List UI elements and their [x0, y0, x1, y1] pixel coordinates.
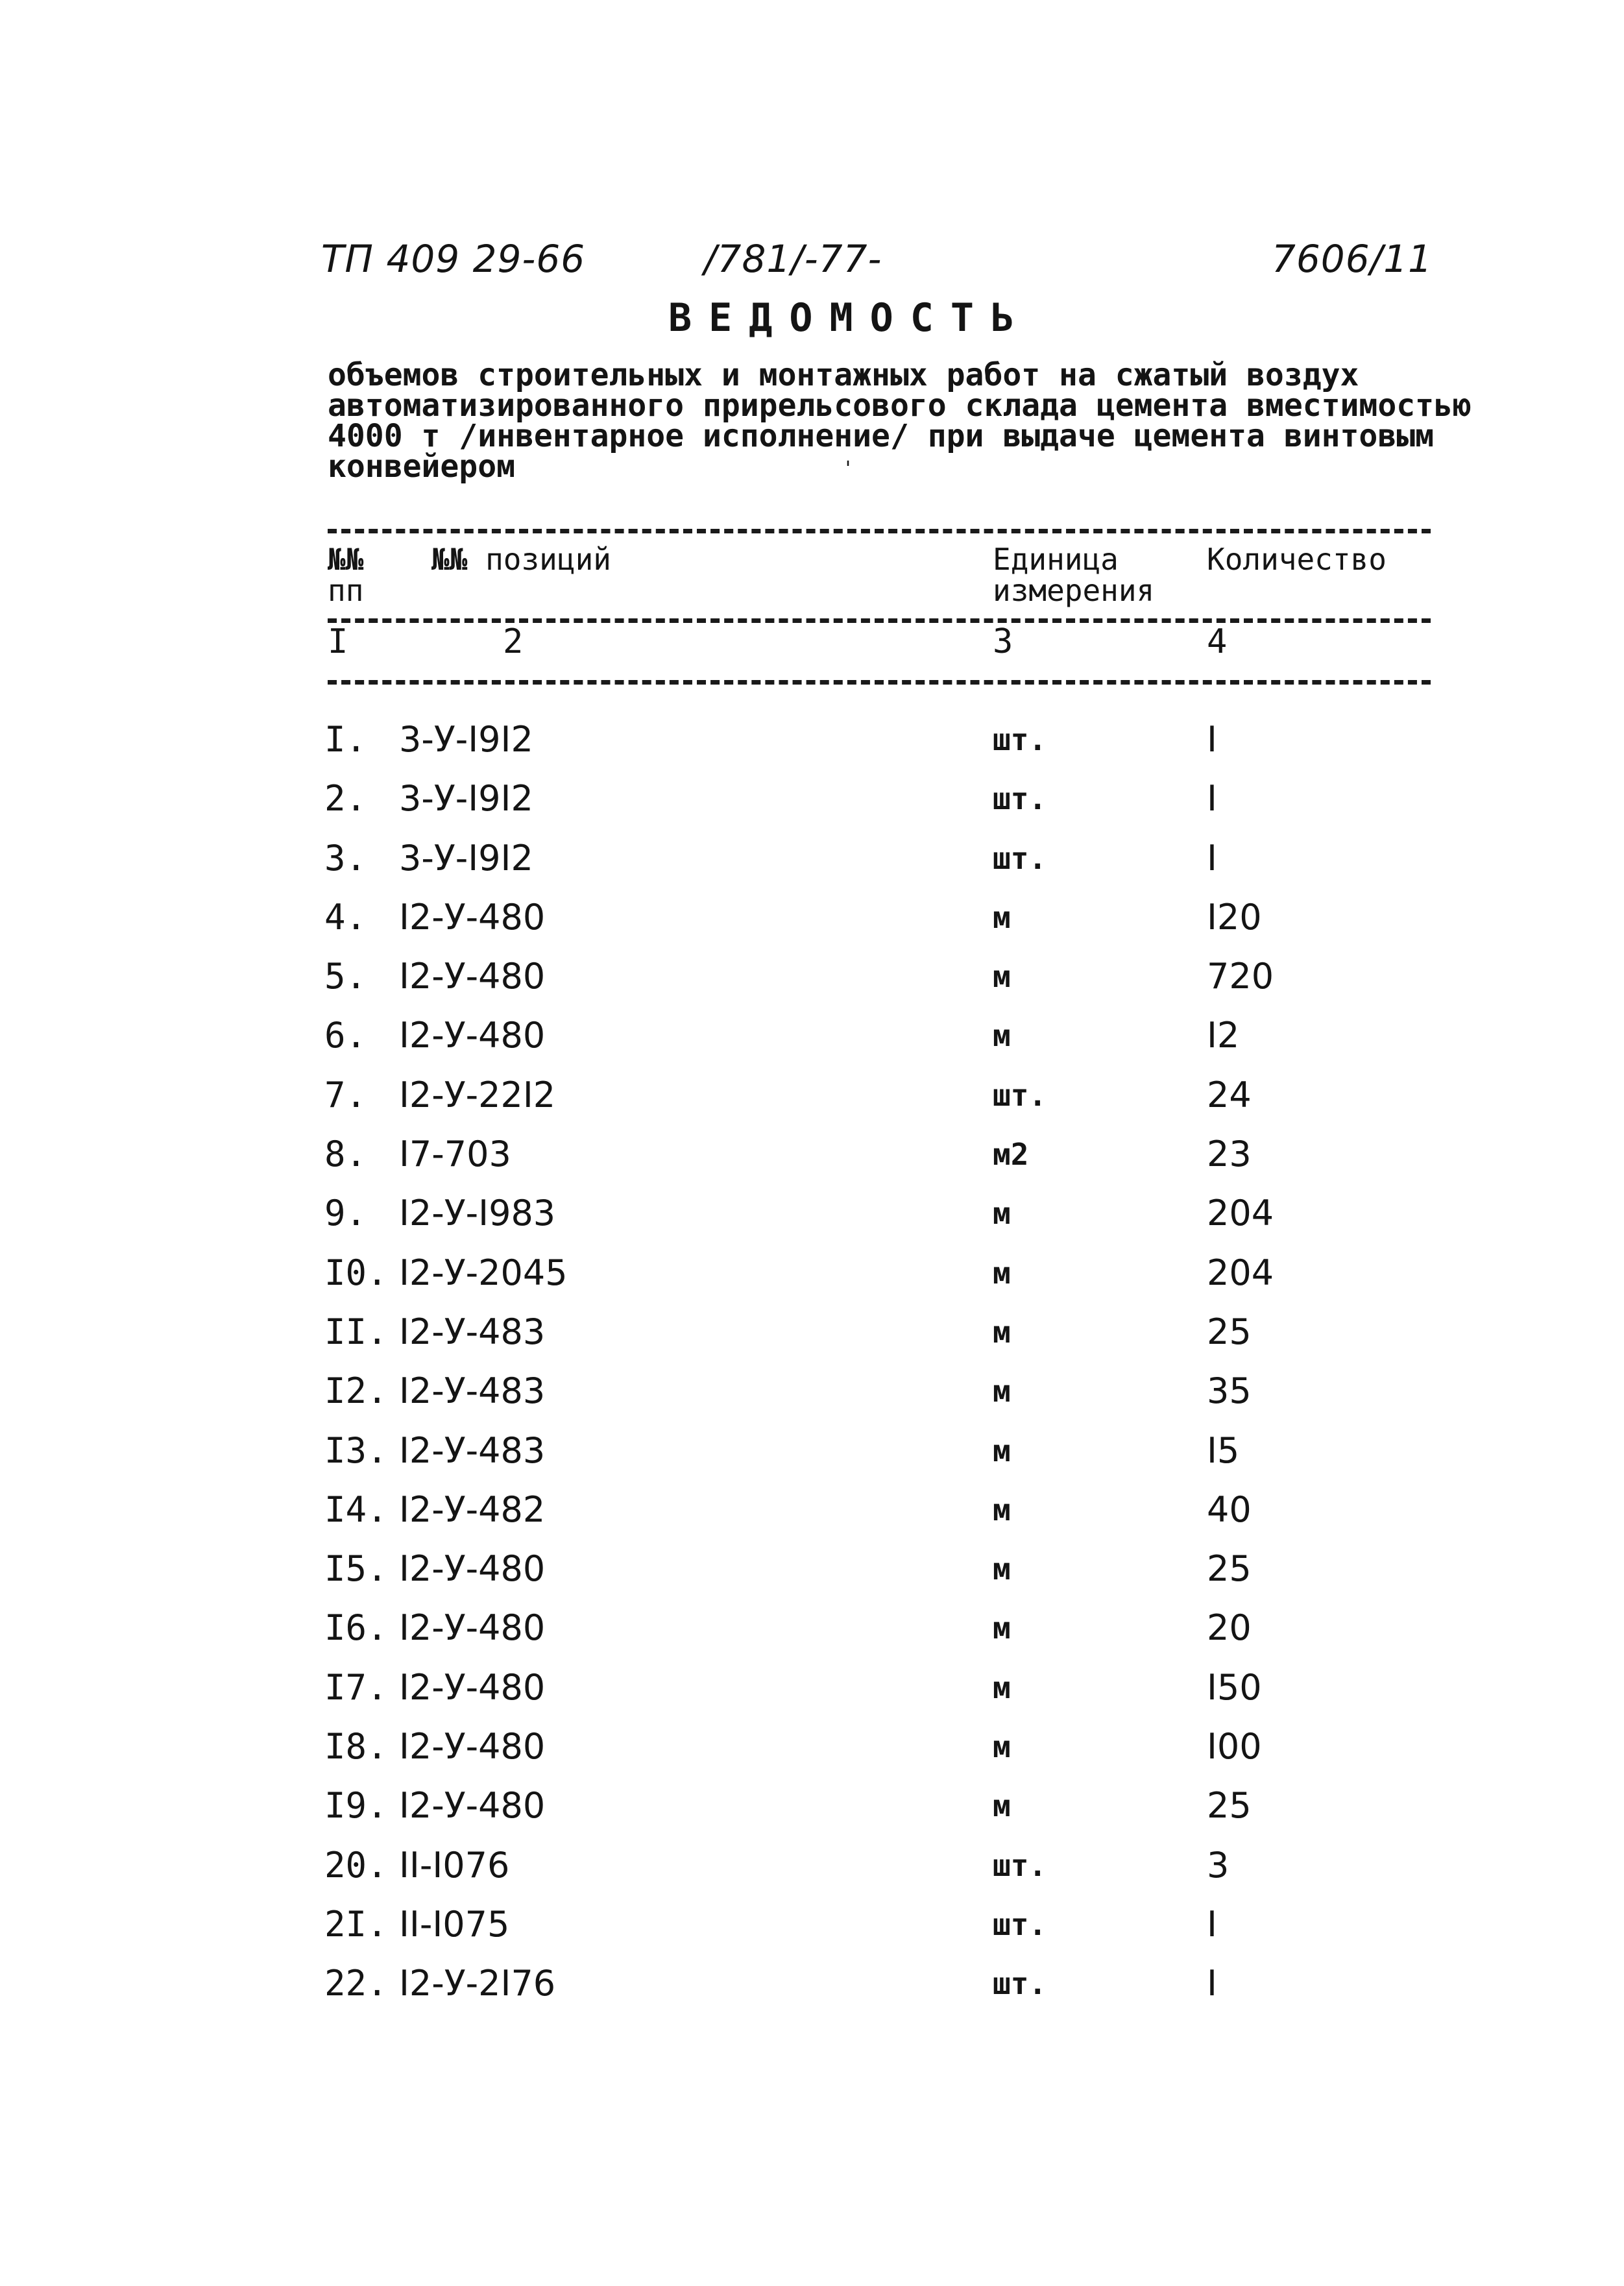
quantity-cell: 204	[1207, 1252, 1274, 1293]
quantity-cell: I2	[1207, 1015, 1240, 1056]
position-code: I2-У-480	[399, 1666, 546, 1708]
row-number: I0.	[324, 1252, 388, 1293]
subtitle-line: автоматизированного прирельсового склада цемента вместимостью	[328, 387, 1472, 424]
table-row	[0, 773, 1624, 832]
unit-cell: шт.	[993, 722, 1047, 757]
column-number-4: 4	[1207, 622, 1228, 661]
table-row	[0, 1840, 1624, 1899]
header-position-prefix: №№	[431, 542, 468, 577]
column-number-2: 2	[503, 622, 524, 661]
row-number: 20.	[324, 1844, 388, 1886]
position-code: I2-У-I983	[399, 1193, 556, 1234]
row-number: 7.	[324, 1074, 367, 1115]
subtitle-line: объемов строительных и монтажных работ на сжатый воздух	[328, 357, 1359, 393]
row-number: 2I.	[324, 1903, 388, 1945]
unit-cell: шт.	[993, 1847, 1047, 1883]
quantity-cell: 25	[1207, 1785, 1252, 1827]
quantity-cell: 40	[1207, 1489, 1252, 1530]
position-code: I2-У-480	[399, 1548, 546, 1590]
header-unit-line2: измерения	[993, 573, 1155, 608]
header-position	[431, 544, 611, 575]
document-subtitle	[328, 357, 1483, 485]
position-code: I2-У-480	[399, 1785, 546, 1827]
table-row	[0, 1958, 1624, 2017]
unit-cell: шт.	[993, 1906, 1047, 1942]
position-code: II-I076	[399, 1844, 510, 1886]
column-number-1: I	[328, 622, 348, 661]
table-body	[0, 714, 1624, 2017]
quantity-cell: I5	[1207, 1429, 1240, 1471]
table-row	[0, 833, 1624, 892]
unit-cell: м	[993, 959, 1011, 995]
unit-cell: м	[993, 1374, 1011, 1409]
unit-cell: шт.	[993, 1966, 1047, 2002]
unit-cell: м	[993, 1255, 1011, 1291]
unit-cell: м	[993, 1788, 1011, 1824]
column-number-3: 3	[993, 622, 1013, 661]
unit-cell: м	[993, 1551, 1011, 1587]
quantity-cell: I50	[1207, 1666, 1262, 1708]
position-code: II-I075	[399, 1903, 510, 1945]
unit-cell: м	[993, 1314, 1011, 1350]
position-code: I7-703	[399, 1134, 511, 1175]
quantity-cell: I	[1207, 1963, 1217, 2004]
position-code: I2-У-22I2	[399, 1074, 556, 1115]
header-row-number-line1: №№	[328, 542, 364, 577]
row-number: 2.	[324, 778, 367, 820]
quantity-cell: I	[1207, 837, 1217, 879]
row-number: 22.	[324, 1963, 388, 2004]
inventory-number: 7606/11	[1272, 237, 1433, 281]
quantity-cell: 3	[1207, 1844, 1230, 1886]
quantity-cell: 20	[1207, 1607, 1252, 1649]
header-unit-line1: Единица	[993, 542, 1119, 577]
row-number: I6.	[324, 1607, 388, 1649]
row-number: 3.	[324, 837, 367, 879]
table-row	[0, 714, 1624, 773]
position-code: I2-У-480	[399, 1607, 546, 1649]
unit-cell: м	[993, 1729, 1011, 1765]
table-row	[0, 1128, 1624, 1187]
position-code: I2-У-480	[399, 1726, 546, 1768]
row-number: I4.	[324, 1489, 388, 1530]
quantity-cell: I	[1207, 1903, 1217, 1945]
stray-mark: '	[842, 457, 854, 480]
row-number: I8.	[324, 1726, 388, 1768]
position-code: I2-У-480	[399, 956, 546, 997]
table-row	[0, 1306, 1624, 1365]
quantity-cell: 204	[1207, 1193, 1274, 1234]
header-divider-rule	[328, 618, 1431, 623]
position-code: I2-У-480	[399, 896, 546, 938]
unit-cell: м	[993, 1492, 1011, 1527]
row-number: I.	[324, 719, 367, 760]
header-quantity: Количество	[1207, 542, 1387, 577]
unit-cell: м	[993, 1433, 1011, 1468]
unit-cell: м	[993, 899, 1011, 935]
table-row	[0, 1780, 1624, 1839]
position-code: I2-У-2045	[399, 1252, 568, 1293]
row-number: I7.	[324, 1666, 388, 1708]
row-number: 9.	[324, 1193, 367, 1234]
row-number: 8.	[324, 1134, 367, 1175]
quantity-cell: I	[1207, 778, 1217, 820]
unit-cell: м	[993, 1196, 1011, 1232]
position-code: I2-У-482	[399, 1489, 546, 1530]
quantity-cell: 720	[1207, 956, 1274, 997]
row-number: I2.	[324, 1370, 388, 1412]
unit-cell: м2	[993, 1137, 1029, 1173]
table-top-rule	[328, 529, 1431, 533]
table-body-rule	[328, 680, 1431, 685]
position-code: I2-У-2I76	[399, 1963, 556, 2004]
table-row	[0, 1069, 1624, 1128]
document-title: ВЕДОМОСТЬ	[668, 295, 1032, 341]
unit-cell: шт.	[993, 1077, 1047, 1113]
table-row	[0, 1899, 1624, 1958]
position-code: 3-У-I9I2	[399, 837, 533, 879]
position-code: 3-У-I9I2	[399, 778, 533, 820]
header-position-label: позиций	[485, 542, 611, 577]
sheet-reference: /781/-77-	[704, 237, 882, 281]
table-row	[0, 1721, 1624, 1780]
quantity-cell: 35	[1207, 1370, 1252, 1412]
quantity-cell: 23	[1207, 1134, 1252, 1175]
table-row	[0, 1365, 1624, 1424]
table-row	[0, 1010, 1624, 1069]
position-code: I2-У-480	[399, 1015, 546, 1056]
quantity-cell: 25	[1207, 1548, 1252, 1590]
unit-cell: м	[993, 1611, 1011, 1646]
unit-cell: м	[993, 1670, 1011, 1705]
subtitle-line: 4000 т /инвентарное исполнение/ при выдаче цемента винтовым	[328, 418, 1435, 454]
row-number: I9.	[324, 1785, 388, 1827]
quantity-cell: 25	[1207, 1311, 1252, 1352]
position-code: 3-У-I9I2	[399, 719, 533, 760]
row-number: I3.	[324, 1429, 388, 1471]
row-number: 4.	[324, 896, 367, 938]
unit-cell: шт.	[993, 781, 1047, 817]
row-number: 5.	[324, 956, 367, 997]
position-code: I2-У-483	[399, 1311, 546, 1352]
quantity-cell: 24	[1207, 1074, 1252, 1115]
subtitle-line: конвейером	[328, 448, 515, 485]
table-row	[0, 1662, 1624, 1721]
table-row	[0, 951, 1624, 1010]
row-number: 6.	[324, 1015, 367, 1056]
quantity-cell: I20	[1207, 896, 1262, 938]
header-row-number	[328, 544, 363, 606]
table-row	[0, 1602, 1624, 1661]
quantity-cell: I00	[1207, 1726, 1262, 1768]
table-row	[0, 1484, 1624, 1543]
row-number: II.	[324, 1311, 388, 1352]
project-code: ТП 409 29-66	[321, 237, 586, 281]
header-row-number-line2: пп	[328, 573, 364, 608]
quantity-cell: I	[1207, 719, 1217, 760]
table-row	[0, 1247, 1624, 1306]
row-number: I5.	[324, 1548, 388, 1590]
position-code: I2-У-483	[399, 1370, 546, 1412]
header-unit	[993, 544, 1154, 606]
table-row	[0, 1425, 1624, 1484]
unit-cell: шт.	[993, 840, 1047, 876]
table-row	[0, 1187, 1624, 1246]
table-row	[0, 1543, 1624, 1602]
table-row	[0, 892, 1624, 951]
unit-cell: м	[993, 1018, 1011, 1054]
position-code: I2-У-483	[399, 1429, 546, 1471]
